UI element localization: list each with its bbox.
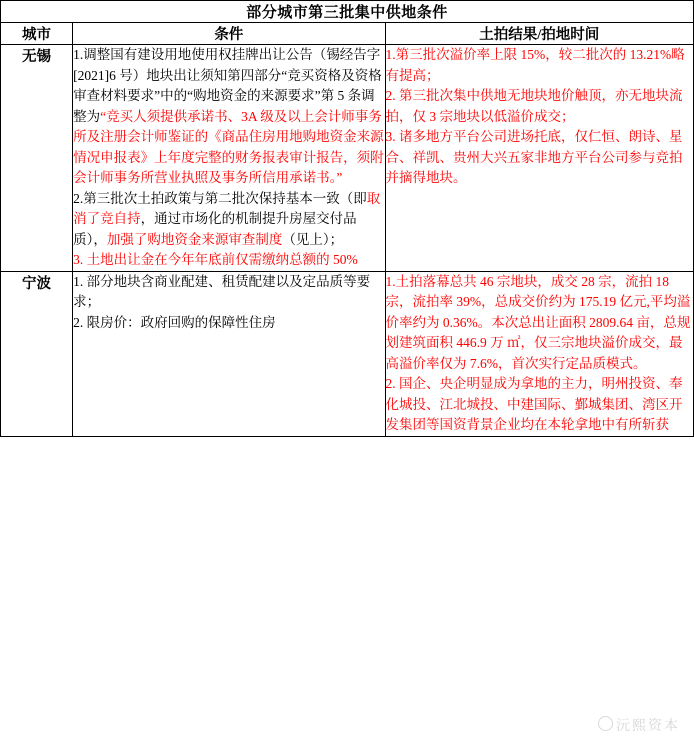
condition-text-5: ，通过市场化的机制提升房屋交付品质）， xyxy=(73,211,357,247)
result-list xyxy=(386,272,693,436)
table-title-row xyxy=(1,1,694,23)
column-header-city: 城市 xyxy=(1,23,73,45)
watermark-logo-icon xyxy=(598,716,613,731)
condition-paragraph xyxy=(73,250,384,271)
table-header-row xyxy=(1,23,694,45)
result-cell-wuxi xyxy=(385,45,693,272)
result-text-2: 2. 国企、央企明显成为拿地的主力，明州投资、奉化城投、江北城投、中建国际、鄞城集团、湾区开发集团等国资背景企业均在本轮拿地中有所斩获 xyxy=(385,376,683,433)
table-row xyxy=(1,45,694,272)
condition-text-6: 加强了购地资金来源审查制度 xyxy=(106,231,283,247)
condition-text-8: 3. 土地出让金在今年年底前仅需缴纳总额的 50% xyxy=(73,252,358,268)
condition-text-2: “竞买人须提供承诺书、3A 级及以上会计师事务所及注册会计师鉴证的《商品住房用地购地资金来源情况申报表》上年度完整的财务报表审计报告，须附会计师事务所营业执照及事务所信用承诺书。” xyxy=(73,108,384,186)
condition-text-1: 1. 部分地块含商业配建、租赁配建以及定品质等要求； xyxy=(73,273,371,310)
condition-text-2: 2. 限房价：政府回购的保障性住房 xyxy=(73,314,276,330)
condition-text-4: 取消了竞自持 xyxy=(73,190,381,227)
condition-list xyxy=(73,272,384,334)
city-name-ningbo: 宁波 xyxy=(1,271,73,436)
result-text-1: 1.土拍落幕总共 46 宗地块，成交 28 宗，流拍 18 宗，流拍率 39%，总成交价约为 175.19 亿元,平均溢价率约为 0.36%。本次总出让面积 2809.64 亩，总规划建筑面积 446.9 万 ㎡，仅三宗地块溢价成交，最高溢价率仅为 7.6%，首次实行定品质模式。 xyxy=(385,273,691,371)
watermark-text: 沅熙资本 xyxy=(616,717,680,733)
column-header-result: 土拍结果/拍地时间 xyxy=(385,23,693,45)
column-header-condition: 条件 xyxy=(73,23,385,45)
condition-paragraph xyxy=(73,189,384,251)
result-text-1: 1.第三批次溢价率上限 15%，较二批次的 13.21%略有提高； xyxy=(385,47,685,83)
condition-cell-wuxi xyxy=(73,45,385,272)
condition-text-7: （见上）； xyxy=(282,231,344,247)
result-cell-ningbo xyxy=(385,271,693,436)
condition-cell-ningbo xyxy=(73,271,385,436)
city-name-wuxi: 无锡 xyxy=(1,45,73,272)
condition-text-3: 2.第三批次土拍政策与第二批次保持基本一致（即 xyxy=(73,190,367,206)
page-title: 部分城市第三批集中供地条件 xyxy=(1,1,694,23)
result-text-2: 2. 第三批次集中供地无地块地价触顶，亦无地块流拍，仅 3 宗地块以低溢价成交； xyxy=(385,88,683,124)
result-list xyxy=(386,45,693,189)
condition-text-1: 1.调整国有建设用地使用权挂牌出让公告（锡经告字[2021]6 号）地块出让须知第四部分“竞买资格及资格审查材料要求”中的“购地资金的来源要求”第 5 条调整为 xyxy=(73,47,382,124)
table-row xyxy=(1,271,694,436)
condition-paragraph xyxy=(73,45,384,189)
watermark xyxy=(598,715,680,735)
result-text-3: 3. 诸多地方平台公司进场托底，仅仁恒、朗诗、星合、祥凯、贵州大兴五家非地方平台公司参与竞拍并摘得地块。 xyxy=(385,129,683,186)
